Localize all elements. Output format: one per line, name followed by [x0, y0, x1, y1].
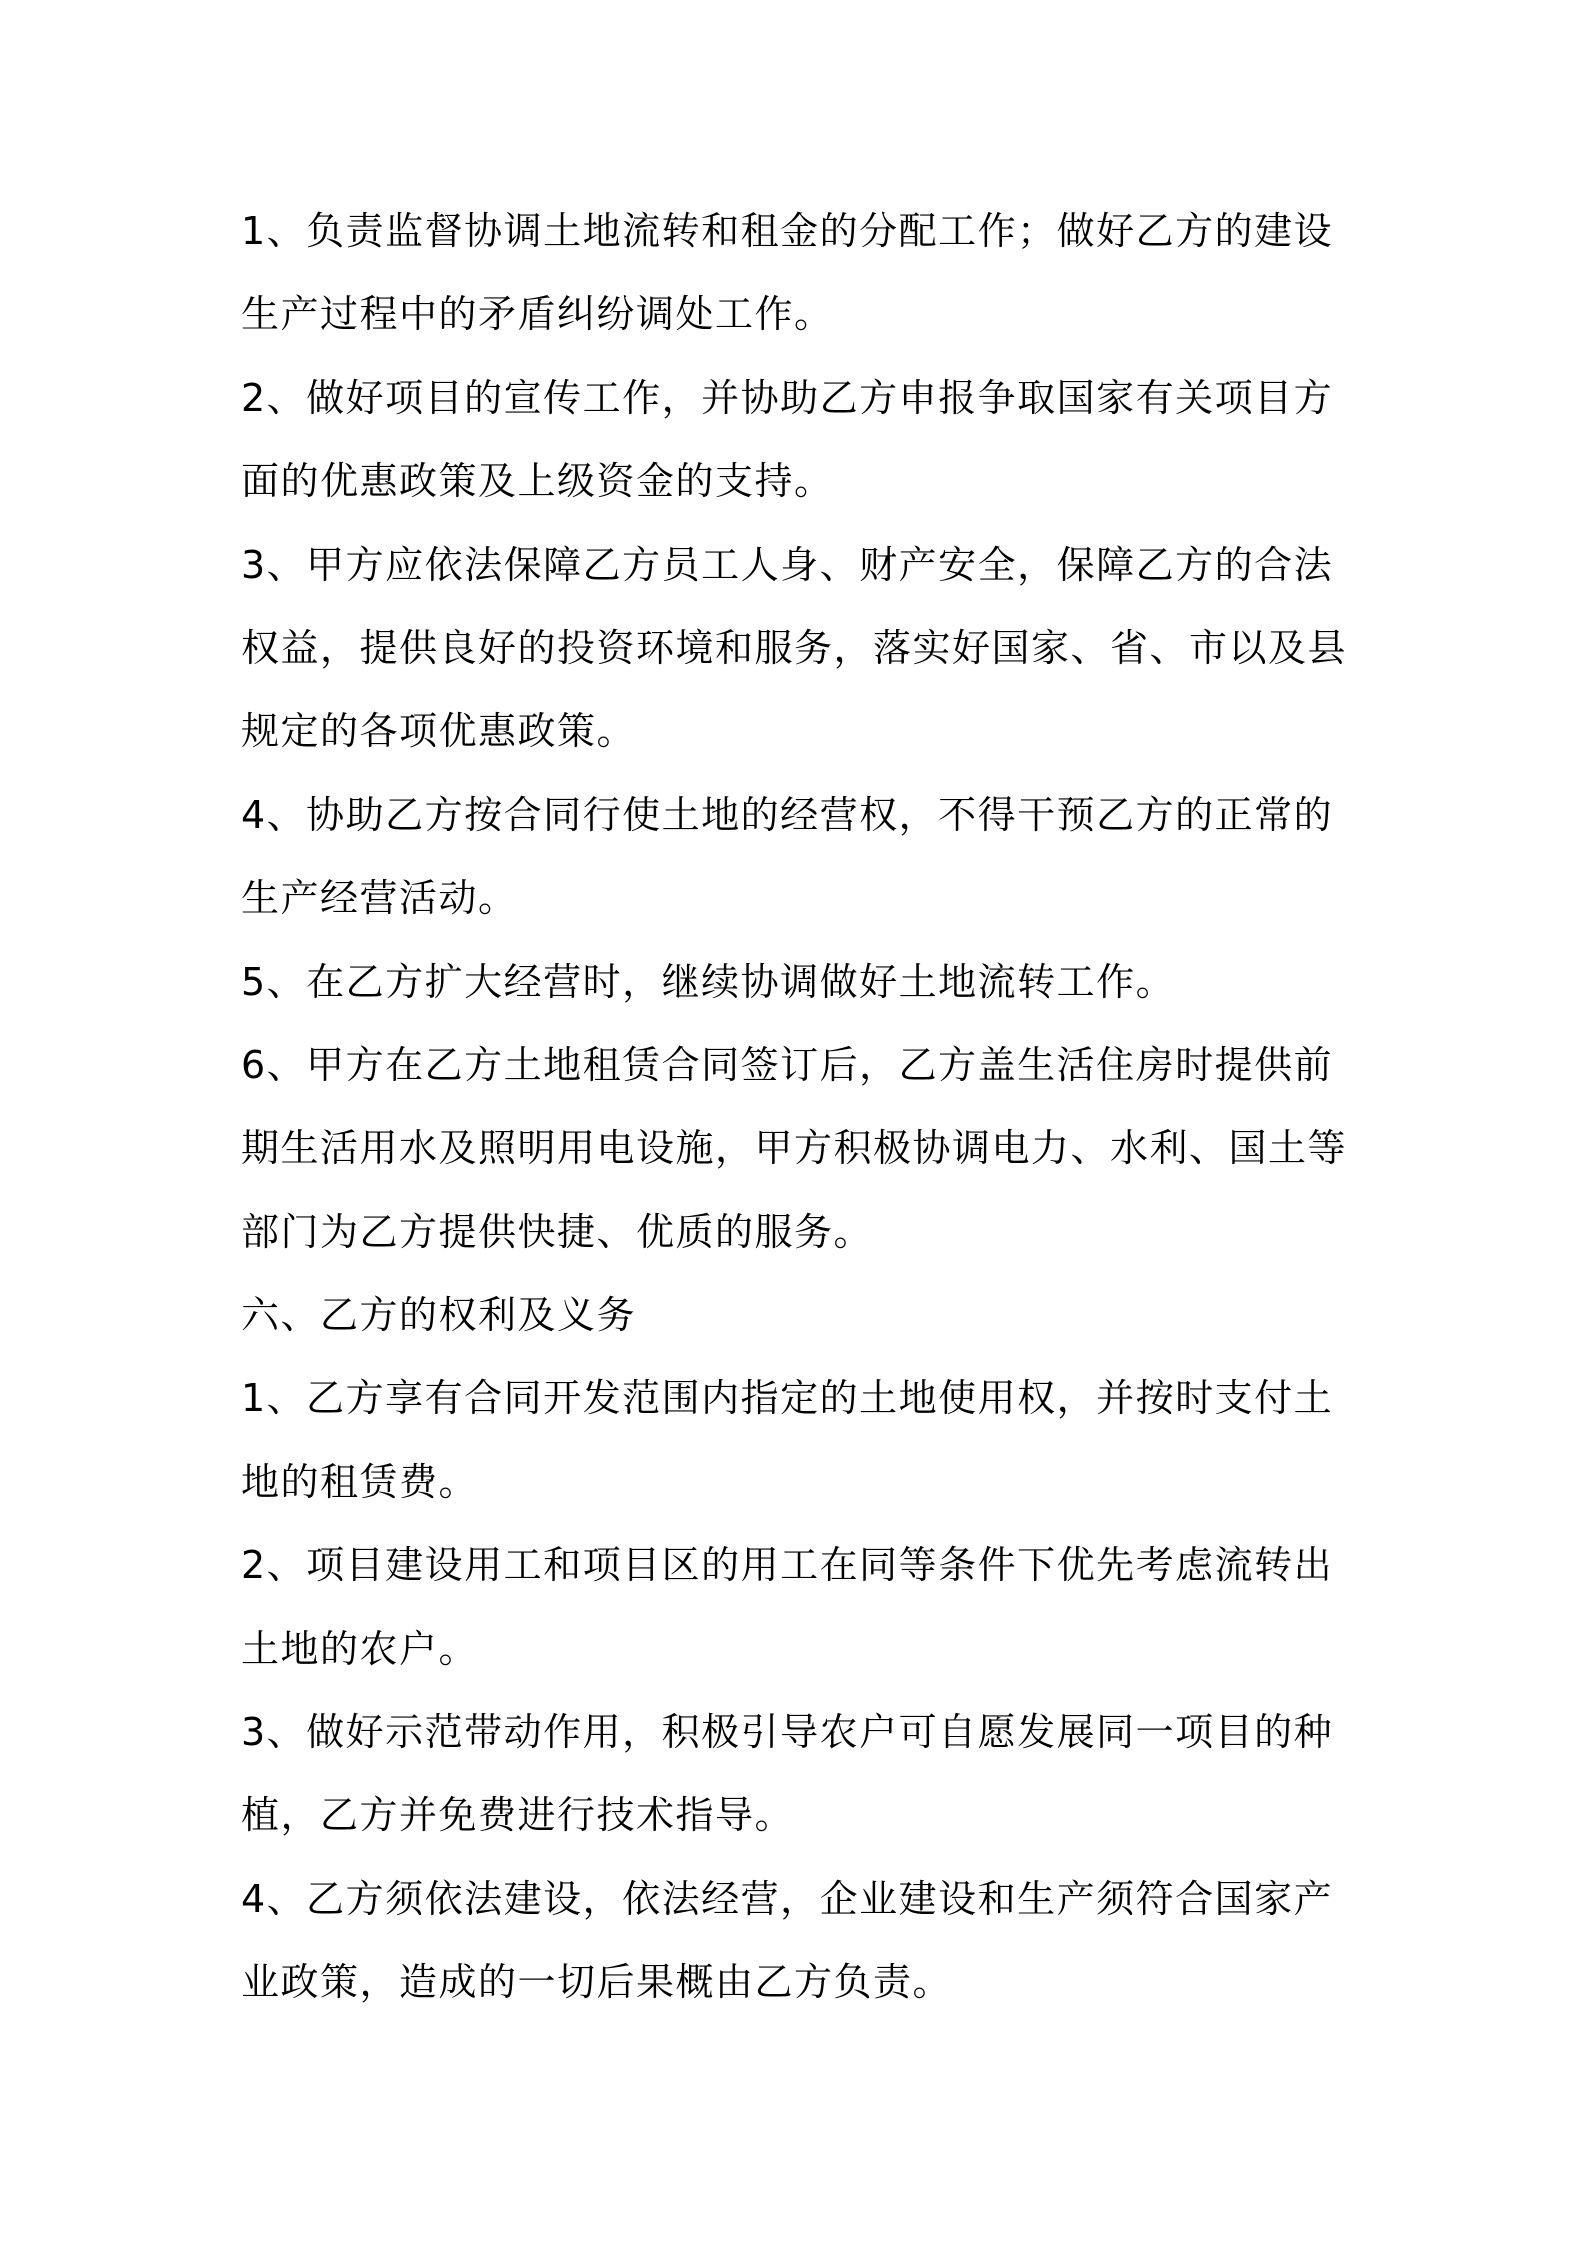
section-heading: 六、乙方的权利及义务	[241, 1293, 637, 1338]
text-line: 生产经营活动。	[241, 876, 518, 921]
text-line: 5、在乙方扩大经营时，继续协调做好土地流转工作。	[241, 959, 1176, 1004]
text-line: 地的租赁费。	[241, 1459, 479, 1504]
text-line: 植，乙方并免费进行技术指导。	[241, 1793, 795, 1838]
text-line: 1、乙方享有合同开发范围内指定的土地使用权，并按时支付土	[241, 1376, 1334, 1421]
text-line: 3、甲方应依法保障乙方员工人身、财产安全，保障乙方的合法	[241, 542, 1334, 587]
text-line: 2、做好项目的宣传工作，并协助乙方申报争取国家有关项目方	[241, 375, 1334, 420]
text-line: 6、甲方在乙方土地租赁合同签订后，乙方盖生活住房时提供前	[241, 1042, 1334, 1087]
text-line: 4、协助乙方按合同行使土地的经营权，不得干预乙方的正常的	[241, 792, 1334, 837]
document-page	[241, 190, 1361, 2025]
text-line: 期生活用水及照明用电设施，甲方积极协调电力、水利、国土等	[241, 1126, 1348, 1171]
text-line: 生产过程中的矛盾纠纷调处工作。	[241, 292, 834, 337]
text-line: 3、做好示范带动作用，积极引导农户可自愿发展同一项目的种	[241, 1710, 1334, 1755]
text-line: 2、项目建设用工和项目区的用工在同等条件下优先考虑流转出	[241, 1543, 1334, 1588]
text-line: 权益，提供良好的投资环境和服务，落实好国家、省、市以及县	[241, 625, 1348, 670]
text-line: 业政策，造成的一切后果概由乙方负责。	[241, 1960, 953, 2005]
text-line: 面的优惠政策及上级资金的支持。	[241, 459, 834, 504]
text-line: 1、负责监督协调土地流转和租金的分配工作；做好乙方的建设	[241, 209, 1334, 253]
text-line: 土地的农户。	[241, 1626, 479, 1671]
text-line: 规定的各项优惠政策。	[241, 709, 637, 754]
text-line: 4、乙方须依法建设，依法经营，企业建设和生产须符合国家产	[241, 1876, 1334, 1921]
text-line: 部门为乙方提供快捷、优质的服务。	[241, 1209, 874, 1254]
